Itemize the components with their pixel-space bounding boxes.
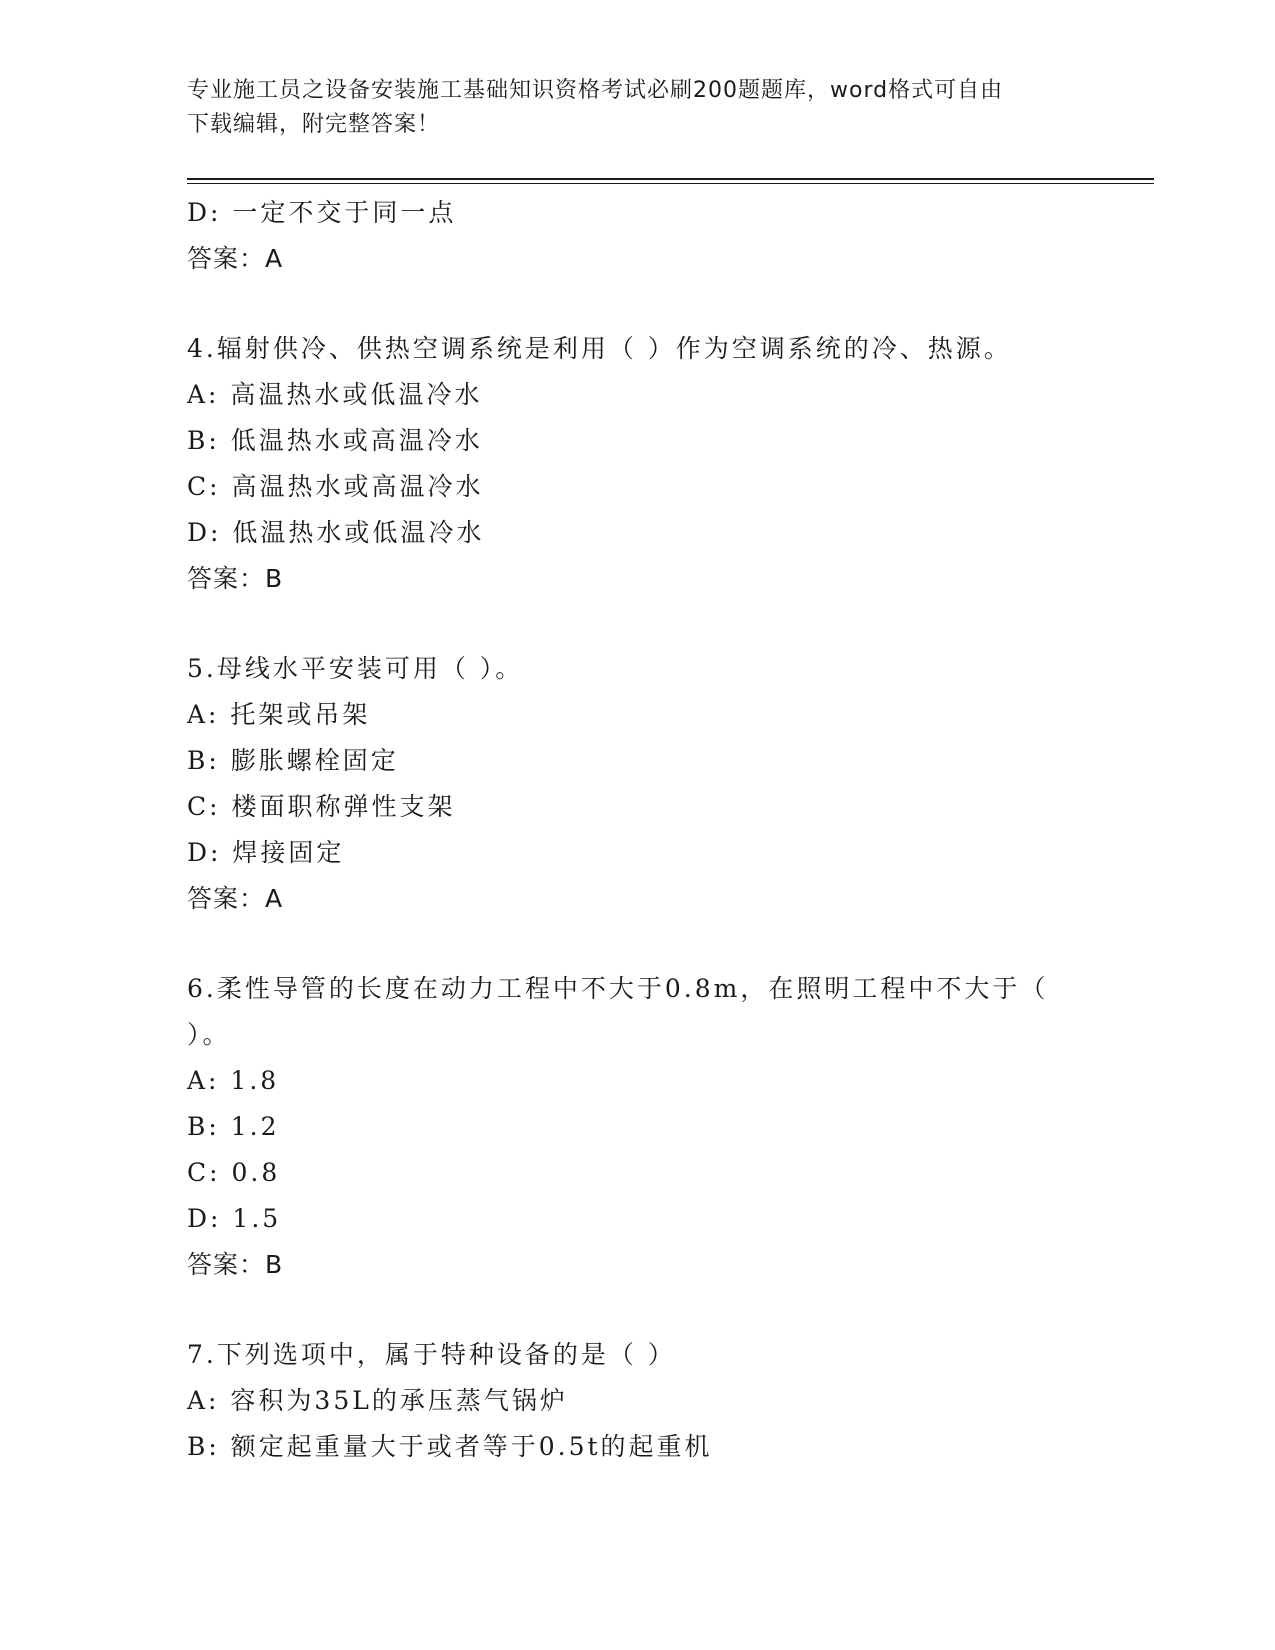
header-divider-thin (187, 183, 1154, 184)
option-d: D: 1.5 (187, 1204, 282, 1233)
option-c: C: 0.8 (187, 1158, 281, 1187)
answer-line: 答案：B (187, 564, 284, 593)
header-divider-thick (187, 178, 1154, 180)
option-a: A: 高温热水或低温冷水 (187, 380, 483, 409)
answer-line: 答案：A (187, 884, 284, 913)
question-6 (187, 966, 1087, 1288)
option-c: C: 楼面职称弹性支架 (187, 792, 456, 821)
question-list (187, 190, 1087, 1470)
answer-line: 答案：A (187, 244, 284, 273)
option-b: B: 膨胀螺栓固定 (187, 746, 399, 775)
question-stem: 7.下列选项中，属于特种设备的是（ ） (187, 1340, 676, 1369)
question-stem: 5.母线水平安装可用（ ）。 (187, 654, 524, 683)
option-d: D: 一定不交于同一点 (187, 198, 457, 227)
option-b: B: 额定起重量大于或者等于0.5t的起重机 (187, 1432, 713, 1461)
header-title-line-2: 下载编辑，附完整答案！ (187, 112, 441, 137)
option-a: A: 1.8 (187, 1066, 280, 1095)
option-d: D: 低温热水或低温冷水 (187, 518, 485, 547)
question-stem: 6.柔性导管的长度在动力工程中不大于0.8m，在照明工程中不大于（ (187, 974, 1049, 1003)
answer-line: 答案：B (187, 1250, 284, 1279)
question-7 (187, 1332, 1087, 1470)
question-stem-continued: ）。 (187, 1020, 231, 1049)
question-fragment-3 (187, 190, 1087, 282)
option-a: A: 托架或吊架 (187, 700, 371, 729)
document-header (187, 74, 1067, 142)
option-b: B: 1.2 (187, 1112, 280, 1141)
question-4 (187, 326, 1087, 602)
header-title-line-1: 专业施工员之设备安装施工基础知识资格考试必刷200题题库，word格式可自由 (187, 78, 1004, 103)
option-a: A: 容积为35L的承压蒸气锅炉 (187, 1386, 568, 1415)
option-b: B: 低温热水或高温冷水 (187, 426, 483, 455)
question-stem: 4.辐射供冷、供热空调系统是利用（ ）作为空调系统的冷、热源。 (187, 334, 1012, 363)
option-d: D: 焊接固定 (187, 838, 345, 867)
question-5 (187, 646, 1087, 922)
option-c: C: 高温热水或高温冷水 (187, 472, 484, 501)
